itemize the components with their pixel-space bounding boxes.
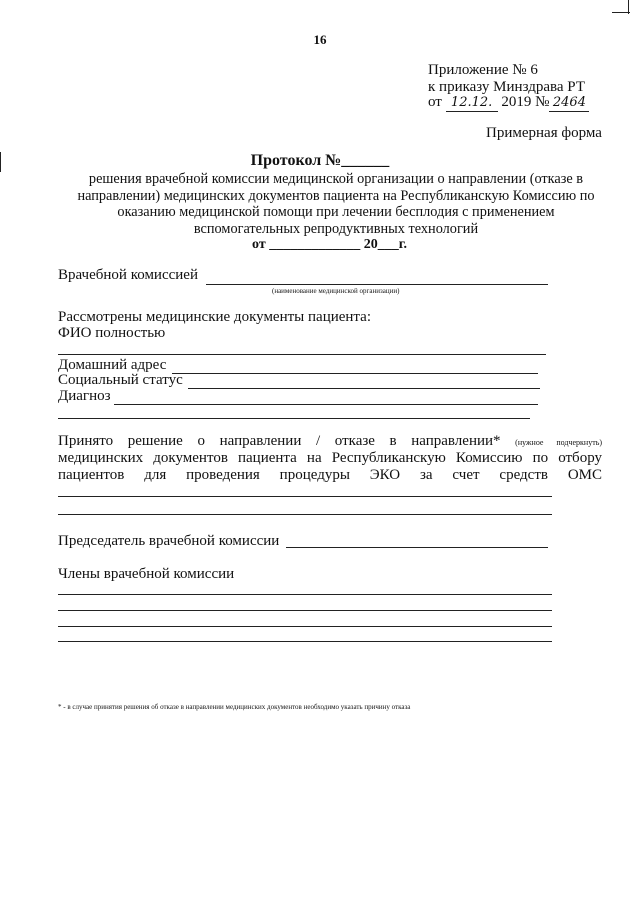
commission-label: Врачебной комиссией [58,267,198,283]
decision-text: Принято решение о направлении / отказе в направлении* [58,433,501,449]
decision-note: (нужное подчеркнуть) [515,438,603,447]
subtitle-line: вспомогательных репродуктивных технологий [193,220,479,237]
protocol-date-line: от _____________ 20___г. [252,237,407,252]
members-field-3[interactable] [58,626,552,627]
decision-line-2: медицинских документов пациента на Республиканскую Комиссию по отбору [58,450,602,466]
footnote: * - в случае принятия решения об отказе в направлении медицинских документов необходимо указать причину отказа [58,703,411,711]
chairman-label: Председатель врачебной комиссии [58,533,280,549]
commission-caption: (наименование медицинской организации) [272,287,400,295]
members-label: Члены врачебной комиссии [58,566,235,582]
diagnosis-label: Диагноз [58,388,111,404]
diagnosis-field[interactable] [114,404,538,405]
fio-label: ФИО полностью [58,325,166,341]
members-field-1[interactable] [58,594,552,595]
decision-line-1 [58,433,602,450]
handwritten-date: 12.12. [446,94,498,112]
decision-field-1[interactable] [58,496,552,497]
subtitle-line: оказанию медицинской помощи при лечении бесплодия с применением [117,204,555,220]
social-status-field[interactable] [188,388,540,389]
diagnosis-field-2[interactable] [58,418,530,419]
page-number: 16 [313,32,327,47]
patient-intro: Рассмотрены медицинские документы пациента: [58,309,371,325]
subtitle-line: решения врачебной комиссии медицинской организации о направлении (отказе в [88,171,584,187]
subtitle-line: направлении) медицинских документов пациента на Республиканскую Комиссию по [77,187,595,204]
social-status-label: Социальный статус [58,372,183,388]
appendix-date-line [428,94,589,112]
appendix-line-1: Приложение № 6 [428,62,538,78]
members-field-4[interactable] [58,641,552,642]
decision-line-3: пациентов для проведения процедуры ЭКО за счет средств ОМС [58,467,602,483]
handwritten-number: 2464 [549,94,589,112]
scan-mark [612,12,630,13]
order-year: 2019 [501,94,532,110]
members-field-2[interactable] [58,610,552,611]
appendix-line-2: к приказу Минздрава РТ [428,79,585,95]
decision-field-2[interactable] [58,514,552,515]
address-field[interactable] [172,373,538,374]
number-prefix: № [535,94,550,110]
chairman-field[interactable] [286,547,548,548]
protocol-subtitle [58,171,614,237]
fio-field[interactable] [58,354,546,355]
commission-field[interactable] [206,284,548,285]
protocol-title: Протокол №______ [250,152,390,169]
date-prefix: от [428,94,442,110]
address-label: Домашний адрес [58,357,167,373]
form-type: Примерная форма [486,125,602,141]
